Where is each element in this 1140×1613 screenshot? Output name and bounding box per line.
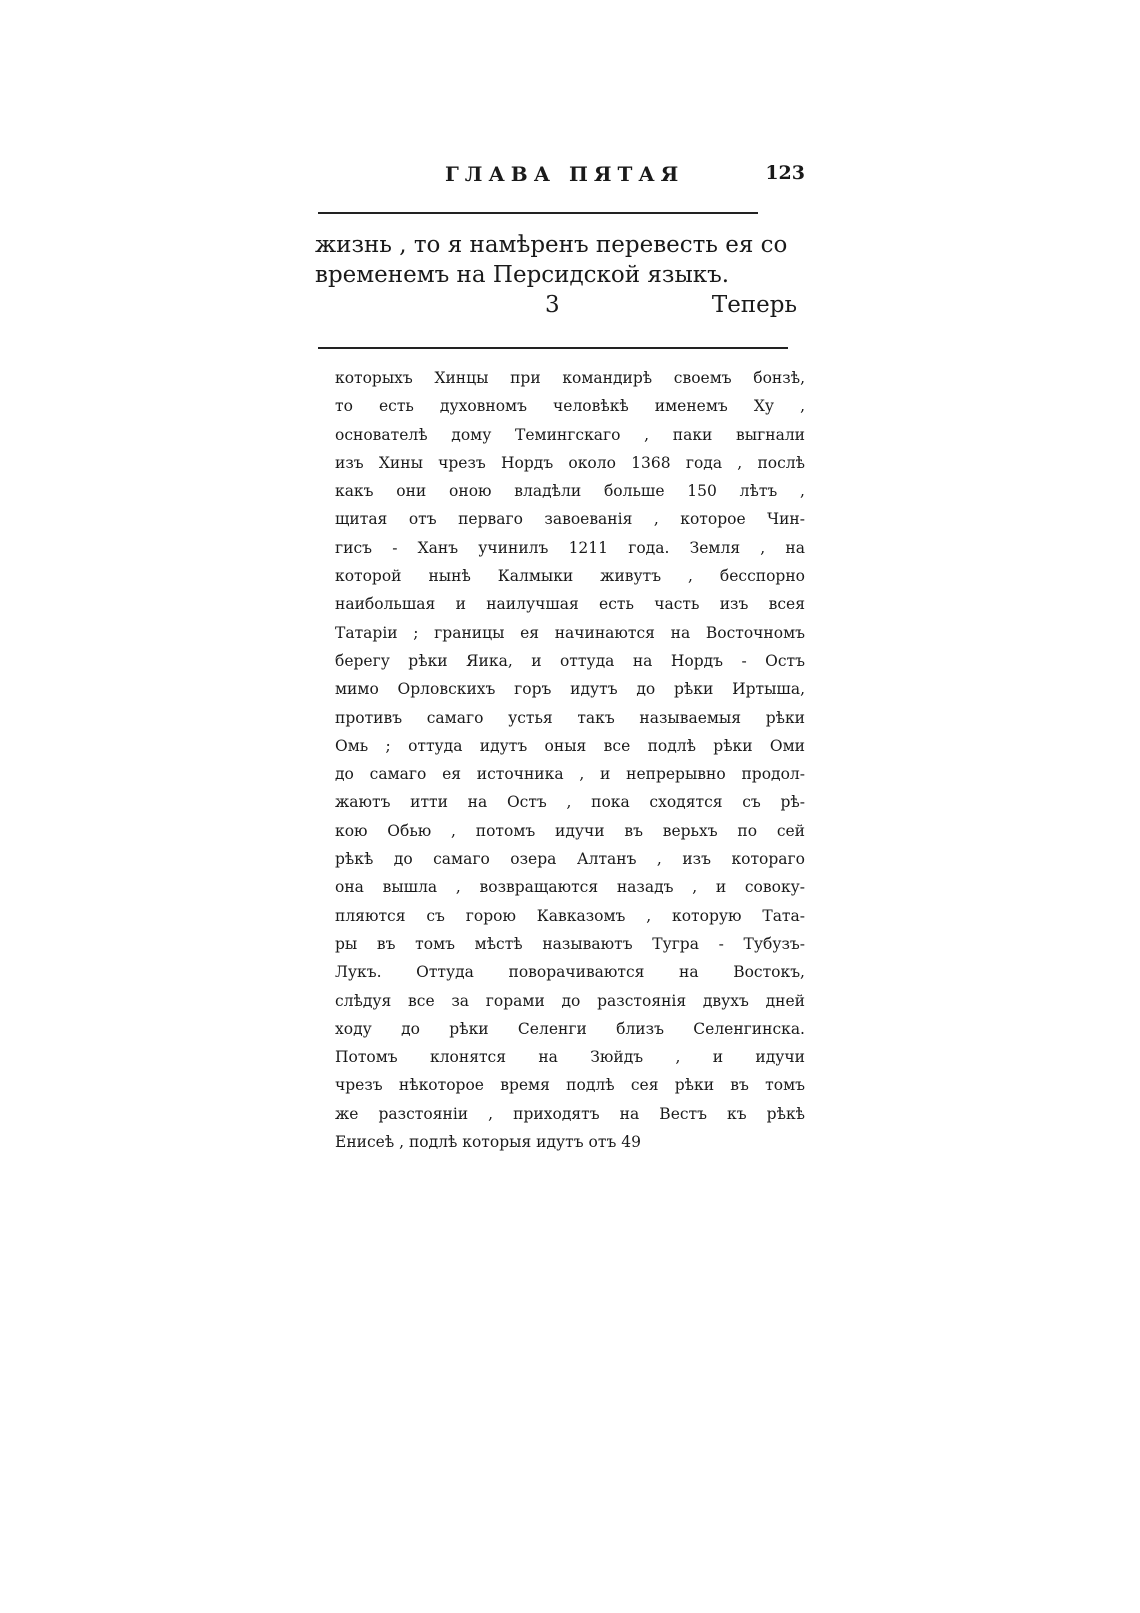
footnote-line: Татаріи ; границы ея начинаются на Восточномъ	[335, 623, 805, 642]
footnote-line: основателѣ дому Темингскаго , паки выгнали	[335, 425, 805, 444]
footnote-line: Омь ; оттуда идутъ оныя все подлѣ рѣки Оми	[335, 736, 805, 755]
page-header	[315, 160, 805, 200]
footnote-line: пляются съ горою Кавказомъ , которую Тата-	[335, 906, 805, 925]
footnote-line: до самаго ея источника , и непрерывно продол-	[335, 765, 805, 784]
footnote-line: берегу рѣки Яика, и оттуда на Нордъ - Остъ	[335, 651, 805, 670]
footnote-line: какъ они оною владѣли больше 150 лѣтъ ,	[335, 482, 805, 501]
footnote-rule	[318, 347, 788, 349]
footnote-line: ходу до рѣки Селенги близъ Селенгинска.	[335, 1019, 805, 1038]
catchword: Теперь	[711, 292, 797, 318]
footnote-line: то есть духовномъ человѣкѣ именемъ Ху ,	[335, 397, 805, 416]
footnote-block	[335, 364, 805, 1156]
footnote-line: она вышла , возвращаются назадъ , и совоку-	[335, 878, 805, 897]
footnote-line: кою Обью , потомъ идучи въ верьхъ по сей	[335, 821, 805, 840]
footnote-line: Енисеѣ , подлѣ которыя идутъ отъ 49	[335, 1133, 641, 1152]
main-text-line: временемъ на Персидской языкъ.	[315, 262, 730, 288]
footnote-line: противъ самаго устья такъ называемыя рѣки	[335, 708, 805, 727]
footnote-line: мимо Орловскихъ горъ идутъ до рѣки Иртыша,	[335, 680, 805, 699]
running-head: ГЛАВА ПЯТАЯ	[445, 162, 685, 186]
footnote-line: ры въ томъ мѣстѣ называютъ Тугра - Тубузъ-	[335, 934, 805, 953]
signature-row	[315, 290, 805, 322]
footnote-line: щитая отъ перваго завоеванія , которое Чин-	[335, 510, 805, 529]
footnote-line: которыхъ Хинцы при командирѣ своемъ бонзѣ,	[335, 369, 805, 387]
signature-mark: 3	[545, 292, 560, 318]
footnote-line: жаютъ итти на Остъ , пока сходятся съ рѣ-	[335, 793, 805, 812]
header-rule	[318, 212, 758, 214]
page-number: 123	[765, 162, 805, 184]
main-text	[315, 230, 805, 322]
footnote-line: Потомъ клонятся на Зюйдъ , и идучи	[335, 1048, 805, 1067]
main-text-line: жизнь , то я намѣренъ перевесть ея со	[315, 232, 788, 258]
footnote-line: гисъ - Ханъ учинилъ 1211 года. Земля , на	[335, 538, 805, 557]
footnote-line: Лукъ. Оттуда поворачиваются на Востокъ,	[335, 963, 805, 982]
footnote-line: изъ Хины чрезъ Нордъ около 1368 года , послѣ	[335, 453, 805, 472]
footnote-line: которой нынѣ Калмыки живутъ , бесспорно	[335, 567, 805, 586]
footnote-line: чрезъ нѣкоторое время подлѣ сея рѣки въ томъ	[335, 1076, 805, 1095]
footnote-line: слѣдуя все за горами до разстоянія двухъ дней	[335, 991, 805, 1010]
footnote-line: рѣкѣ до самаго озера Алтанъ , изъ котораго	[335, 850, 805, 869]
footnote-line: наибольшая и наилучшая есть часть изъ всея	[335, 595, 805, 614]
footnote-line: же разстояніи , приходятъ на Вестъ къ рѣкѣ	[335, 1104, 805, 1123]
